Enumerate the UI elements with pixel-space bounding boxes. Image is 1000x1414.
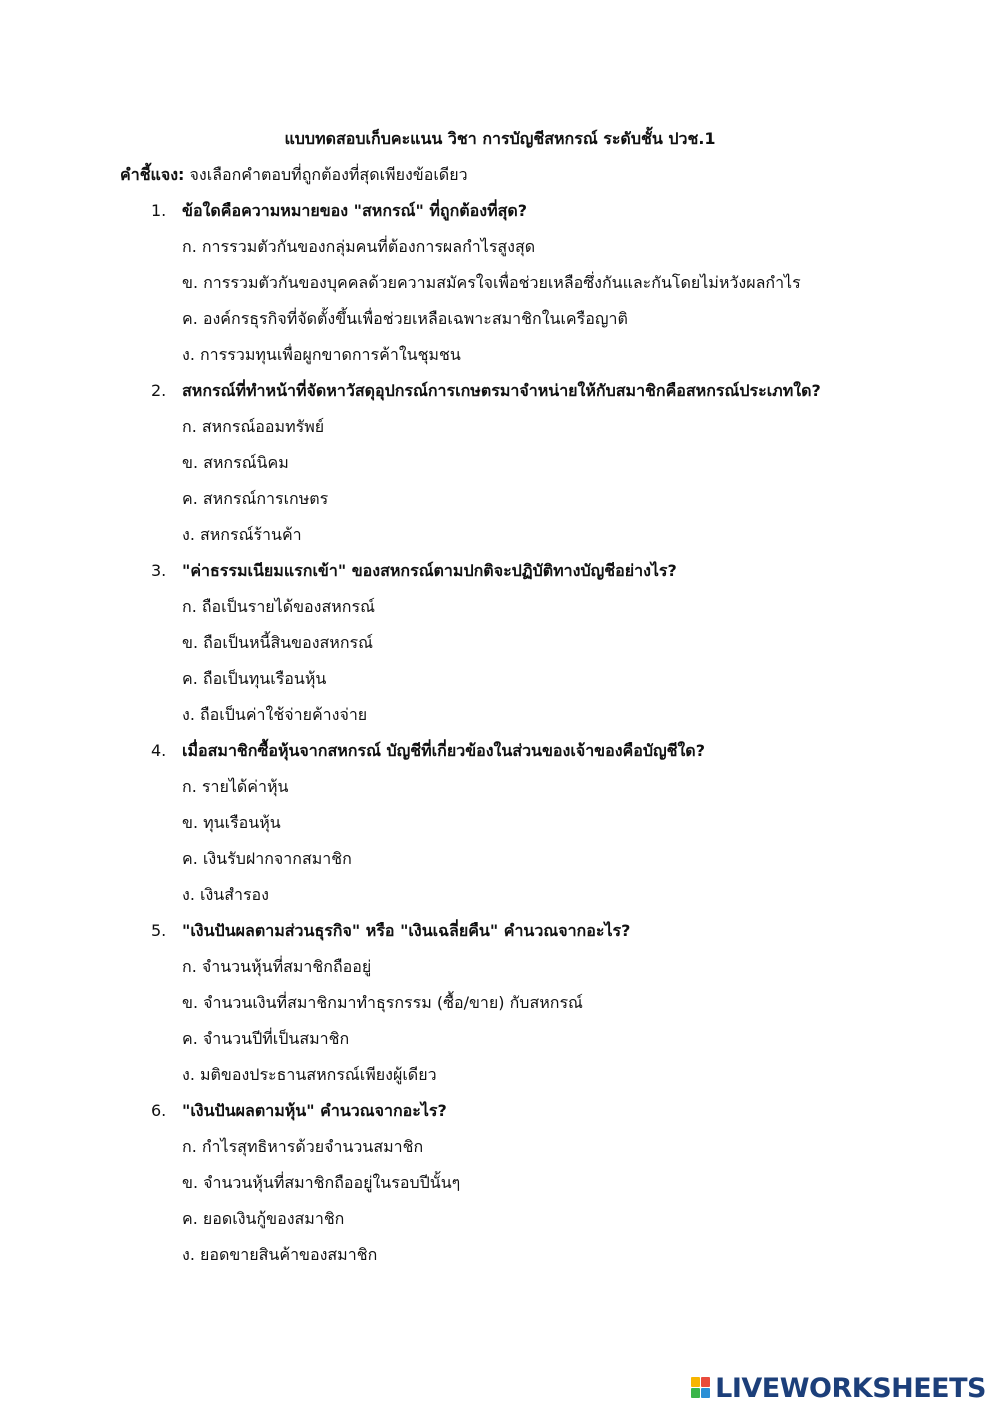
question-6	[0, 1099, 1000, 1279]
answer-option[interactable]	[0, 811, 1000, 847]
answer-option[interactable]	[0, 1171, 1000, 1207]
page-title: แบบทดสอบเก็บคะแนน วิชา การบัญชีสหกรณ์ ระดับชั้น ปวช.1	[284, 129, 716, 148]
question-1	[0, 199, 1000, 379]
question-text: "ค่าธรรมเนียมแรกเข้า" ของสหกรณ์ตามปกติจะปฏิบัติทางบัญชีอย่างไร?	[182, 561, 677, 580]
brand-name: LIVEWORKSHEETS	[715, 1372, 986, 1404]
answer-option-text: ข. จำนวนหุ้นที่สมาชิกถืออยู่ในรอบปีนั้นๆ	[182, 1173, 461, 1192]
question-line	[0, 739, 1000, 775]
answer-option[interactable]	[0, 1207, 1000, 1243]
question-number: 5.	[151, 921, 167, 940]
answer-option[interactable]	[0, 847, 1000, 883]
question-text: สหกรณ์ที่ทำหน้าที่จัดหาวัสดุอุปกรณ์การเกษตรมาจำหน่ายให้กับสมาชิกคือสหกรณ์ประเภทใด?	[182, 381, 821, 400]
answer-option[interactable]	[0, 523, 1000, 559]
brand-footer	[691, 1374, 986, 1402]
answer-option-text: ง. ถือเป็นค่าใช้จ่ายค้างจ่าย	[182, 705, 368, 724]
question-number: 3.	[151, 561, 167, 580]
question-line	[0, 1099, 1000, 1135]
question-text: "เงินปันผลตามหุ้น" คำนวณจากอะไร?	[182, 1101, 447, 1120]
question-2	[0, 379, 1000, 559]
instructions-label: คำชี้แจง:	[120, 165, 185, 184]
answer-option-text: ง. ยอดขายสินค้าของสมาชิก	[182, 1245, 378, 1264]
question-number: 2.	[151, 381, 167, 400]
answer-option-text: ค. ถือเป็นทุนเรือนหุ้น	[182, 669, 327, 688]
question-line	[0, 919, 1000, 955]
answer-option[interactable]	[0, 1135, 1000, 1171]
question-text: เมื่อสมาชิกซื้อหุ้นจากสหกรณ์ บัญชีที่เกี่ยวข้องในส่วนของเจ้าของคือบัญชีใด?	[182, 741, 705, 760]
answer-option-text: ค. ยอดเงินกู้ของสมาชิก	[182, 1209, 345, 1228]
liveworksheets-logo-icon	[691, 1377, 711, 1399]
answer-option-text: ข. จำนวนเงินที่สมาชิกมาทำธุรกรรม (ซื้อ/ขาย) กับสหกรณ์	[182, 993, 583, 1012]
question-4	[0, 739, 1000, 919]
answer-option-text: ค. เงินรับฝากจากสมาชิก	[182, 849, 352, 868]
answer-option[interactable]	[0, 415, 1000, 451]
answer-option[interactable]	[0, 991, 1000, 1027]
question-5	[0, 919, 1000, 1099]
instructions	[120, 163, 468, 188]
answer-option-text: ง. เงินสำรอง	[182, 885, 269, 904]
answer-option-text: ก. สหกรณ์ออมทรัพย์	[182, 417, 325, 436]
answer-option-text: ง. มติของประธานสหกรณ์เพียงผู้เดียว	[182, 1065, 437, 1084]
answer-option[interactable]	[0, 1027, 1000, 1063]
answer-option-text: ข. การรวมตัวกันของบุคคลด้วยความสมัครใจเพื่อช่วยเหลือซึ่งกันและกันโดยไม่หวังผลกำไร	[182, 273, 801, 292]
answer-option-text: ข. สหกรณ์นิคม	[182, 453, 289, 472]
answer-option[interactable]	[0, 703, 1000, 739]
answer-option-text: ก. ถือเป็นรายได้ของสหกรณ์	[182, 597, 375, 616]
question-number: 4.	[151, 741, 167, 760]
question-line	[0, 199, 1000, 235]
answer-option[interactable]	[0, 667, 1000, 703]
answer-option-text: ข. ทุนเรือนหุ้น	[182, 813, 281, 832]
answer-option-text: ค. สหกรณ์การเกษตร	[182, 489, 329, 508]
answer-option[interactable]	[0, 343, 1000, 379]
answer-option-text: ค. จำนวนปีที่เป็นสมาชิก	[182, 1029, 350, 1048]
answer-option-text: ก. จำนวนหุ้นที่สมาชิกถืออยู่	[182, 957, 372, 976]
answer-option-text: ก. การรวมตัวกันของกลุ่มคนที่ต้องการผลกำไรสูงสุด	[182, 237, 536, 256]
answer-option[interactable]	[0, 775, 1000, 811]
answer-option[interactable]	[0, 235, 1000, 271]
answer-option[interactable]	[0, 883, 1000, 919]
answer-option-text: ก. รายได้ค่าหุ้น	[182, 777, 289, 796]
answer-option[interactable]	[0, 631, 1000, 667]
answer-option-text: ข. ถือเป็นหนี้สินของสหกรณ์	[182, 633, 373, 652]
answer-option-text: ง. การรวมทุนเพื่อผูกขาดการค้าในชุมชน	[182, 345, 461, 364]
answer-option-text: ง. สหกรณ์ร้านค้า	[182, 525, 302, 544]
answer-option-text: ค. องค์กรธุรกิจที่จัดตั้งขึ้นเพื่อช่วยเหลือเฉพาะสมาชิกในเครือญาติ	[182, 309, 628, 328]
answer-option[interactable]	[0, 1243, 1000, 1279]
answer-option[interactable]	[0, 1063, 1000, 1099]
answer-option[interactable]	[0, 271, 1000, 307]
answer-option[interactable]	[0, 955, 1000, 991]
answer-option[interactable]	[0, 307, 1000, 343]
question-number: 1.	[151, 201, 167, 220]
question-text: ข้อใดคือความหมายของ "สหกรณ์" ที่ถูกต้องที่สุด?	[182, 201, 528, 220]
question-line	[0, 379, 1000, 415]
question-line	[0, 559, 1000, 595]
answer-option[interactable]	[0, 451, 1000, 487]
answer-option[interactable]	[0, 595, 1000, 631]
answer-option-text: ก. กำไรสุทธิหารด้วยจำนวนสมาชิก	[182, 1137, 424, 1156]
answer-option[interactable]	[0, 487, 1000, 523]
question-number: 6.	[151, 1101, 167, 1120]
question-3	[0, 559, 1000, 739]
question-list	[0, 199, 1000, 1279]
instructions-text: จงเลือกคำตอบที่ถูกต้องที่สุดเพียงข้อเดียว	[184, 165, 468, 184]
question-text: "เงินปันผลตามส่วนธุรกิจ" หรือ "เงินเฉลี่ยคืน" คำนวณจากอะไร?	[182, 921, 631, 940]
